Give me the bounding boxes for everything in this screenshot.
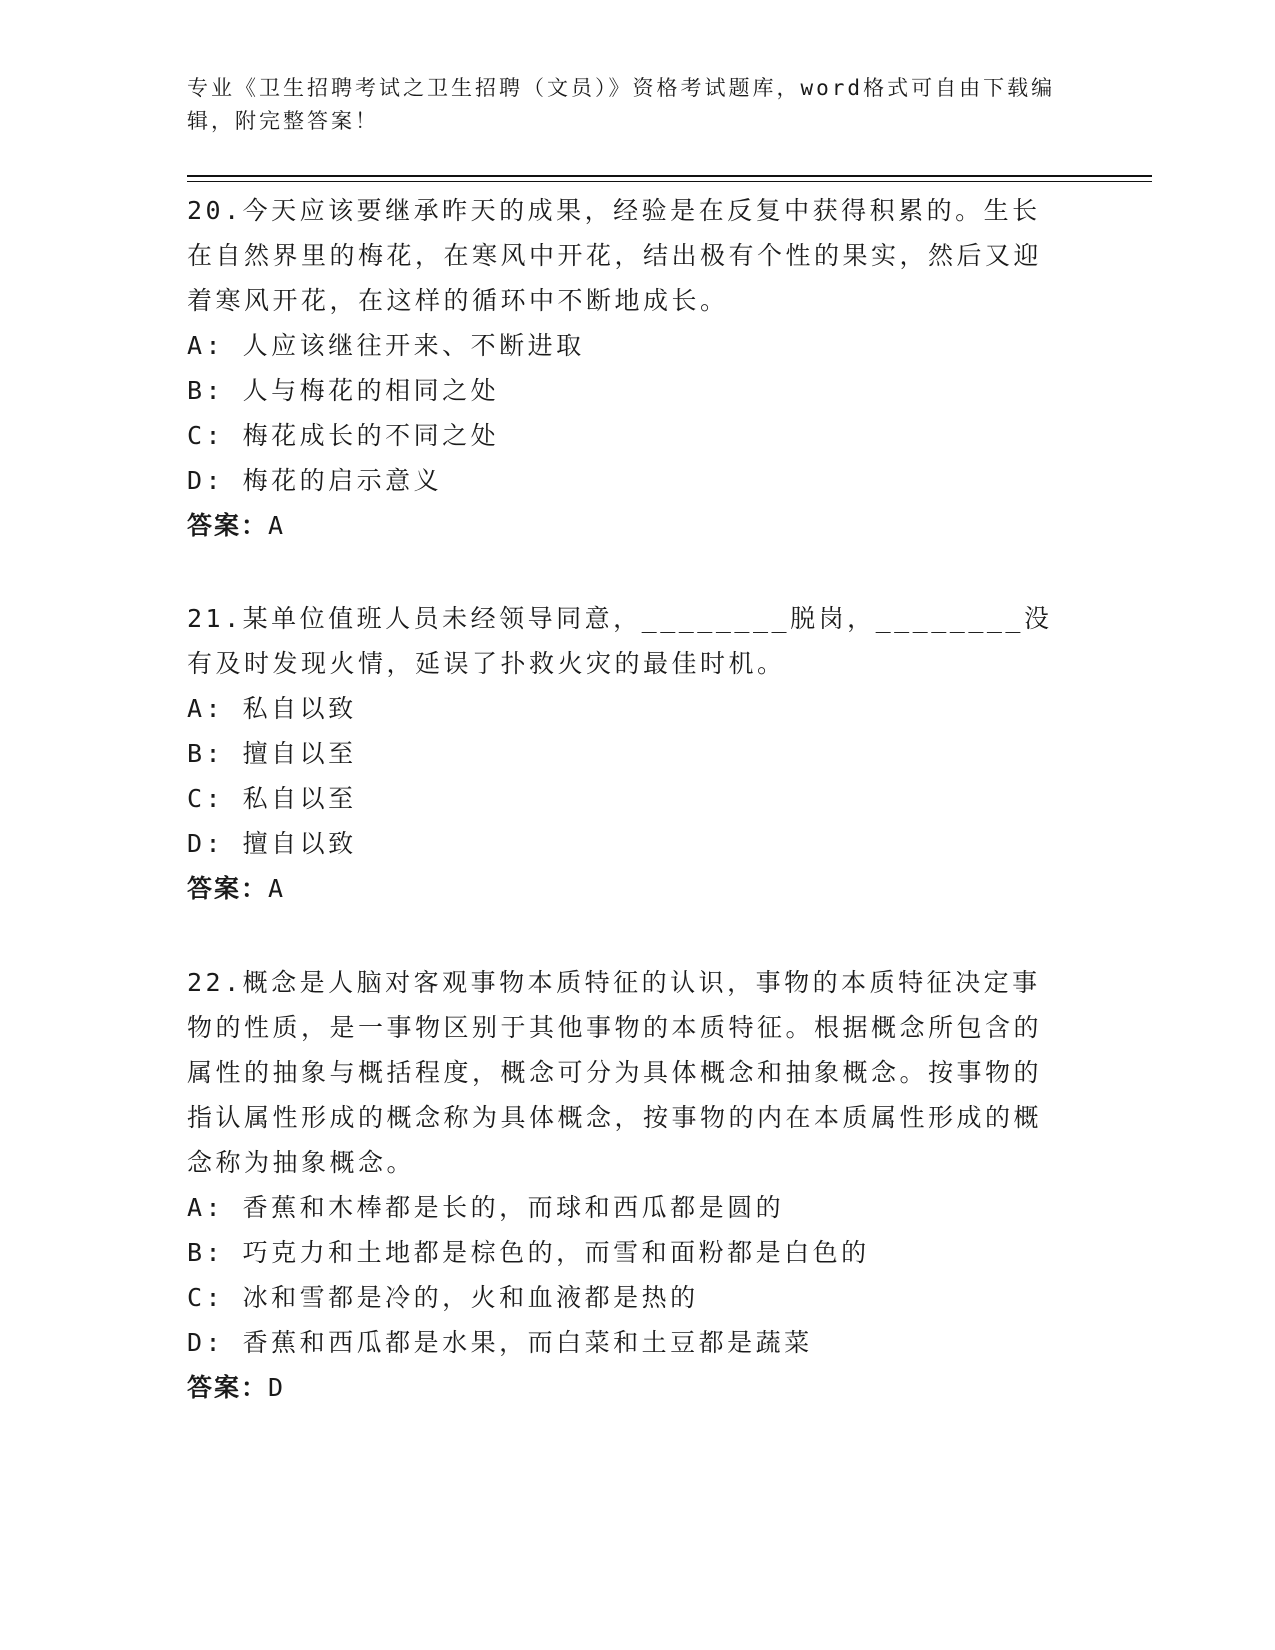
option-a: A: 私自以致 [187, 694, 357, 723]
question-22 [187, 960, 1067, 1411]
answer-line [187, 503, 1067, 549]
option-c: C: 梅花成长的不同之处 [187, 421, 500, 450]
question-stem: 20.今天应该要继承昨天的成果，经验是在反复中获得积累的。生长在自然界里的梅花，在寒风中开花，结出极有个性的果实，然后又迎着寒风开花，在这样的循环中不断地成长。 [187, 196, 1043, 315]
question-21 [187, 596, 1067, 912]
option-d: D: 擅自以致 [187, 829, 357, 858]
header-note: 专业《卫生招聘考试之卫生招聘（文员）》资格考试题库，word格式可自由下载编辑，附完整答案！ [187, 76, 1056, 133]
option-b: B: 人与梅花的相同之处 [187, 376, 500, 405]
answer-value: A [268, 874, 286, 903]
question-20 [187, 188, 1067, 549]
option-a: A: 人应该继往开来、不断进取 [187, 331, 585, 360]
answer-label: 答案： [187, 874, 269, 903]
option-d: D: 香蕉和西瓜都是水果，而白菜和土豆都是蔬菜 [187, 1328, 813, 1357]
option-c: C: 私自以至 [187, 784, 357, 813]
option-b: B: 巧克力和土地都是棕色的，而雪和面粉都是白色的 [187, 1238, 870, 1267]
header-divider-thin [187, 181, 1152, 182]
answer-value: A [268, 511, 286, 540]
answer-line [187, 866, 1067, 912]
option-a: A: 香蕉和木棒都是长的，而球和西瓜都是圆的 [187, 1193, 785, 1222]
answer-label: 答案： [187, 1373, 269, 1402]
question-stem: 22.概念是人脑对客观事物本质特征的认识，事物的本质特征决定事物的性质，是一事物区别于其他事物的本质特征。根据概念所包含的属性的抽象与概括程度，概念可分为具体概念和抽象概念。按事物的指认属性形成的概念称为具体概念，按事物的内在本质属性形成的概念称为抽象概念。 [187, 968, 1043, 1177]
answer-value: D [268, 1373, 286, 1402]
option-c: C: 冰和雪都是冷的，火和血液都是热的 [187, 1283, 699, 1312]
answer-label: 答案： [187, 511, 269, 540]
option-b: B: 擅自以至 [187, 739, 357, 768]
question-stem: 21.某单位值班人员未经领导同意，________脱岗，________没有及时发现火情，延误了扑救火灾的最佳时机。 [187, 604, 1053, 678]
answer-line [187, 1365, 1067, 1411]
option-d: D: 梅花的启示意义 [187, 466, 443, 495]
header-divider [187, 175, 1152, 177]
